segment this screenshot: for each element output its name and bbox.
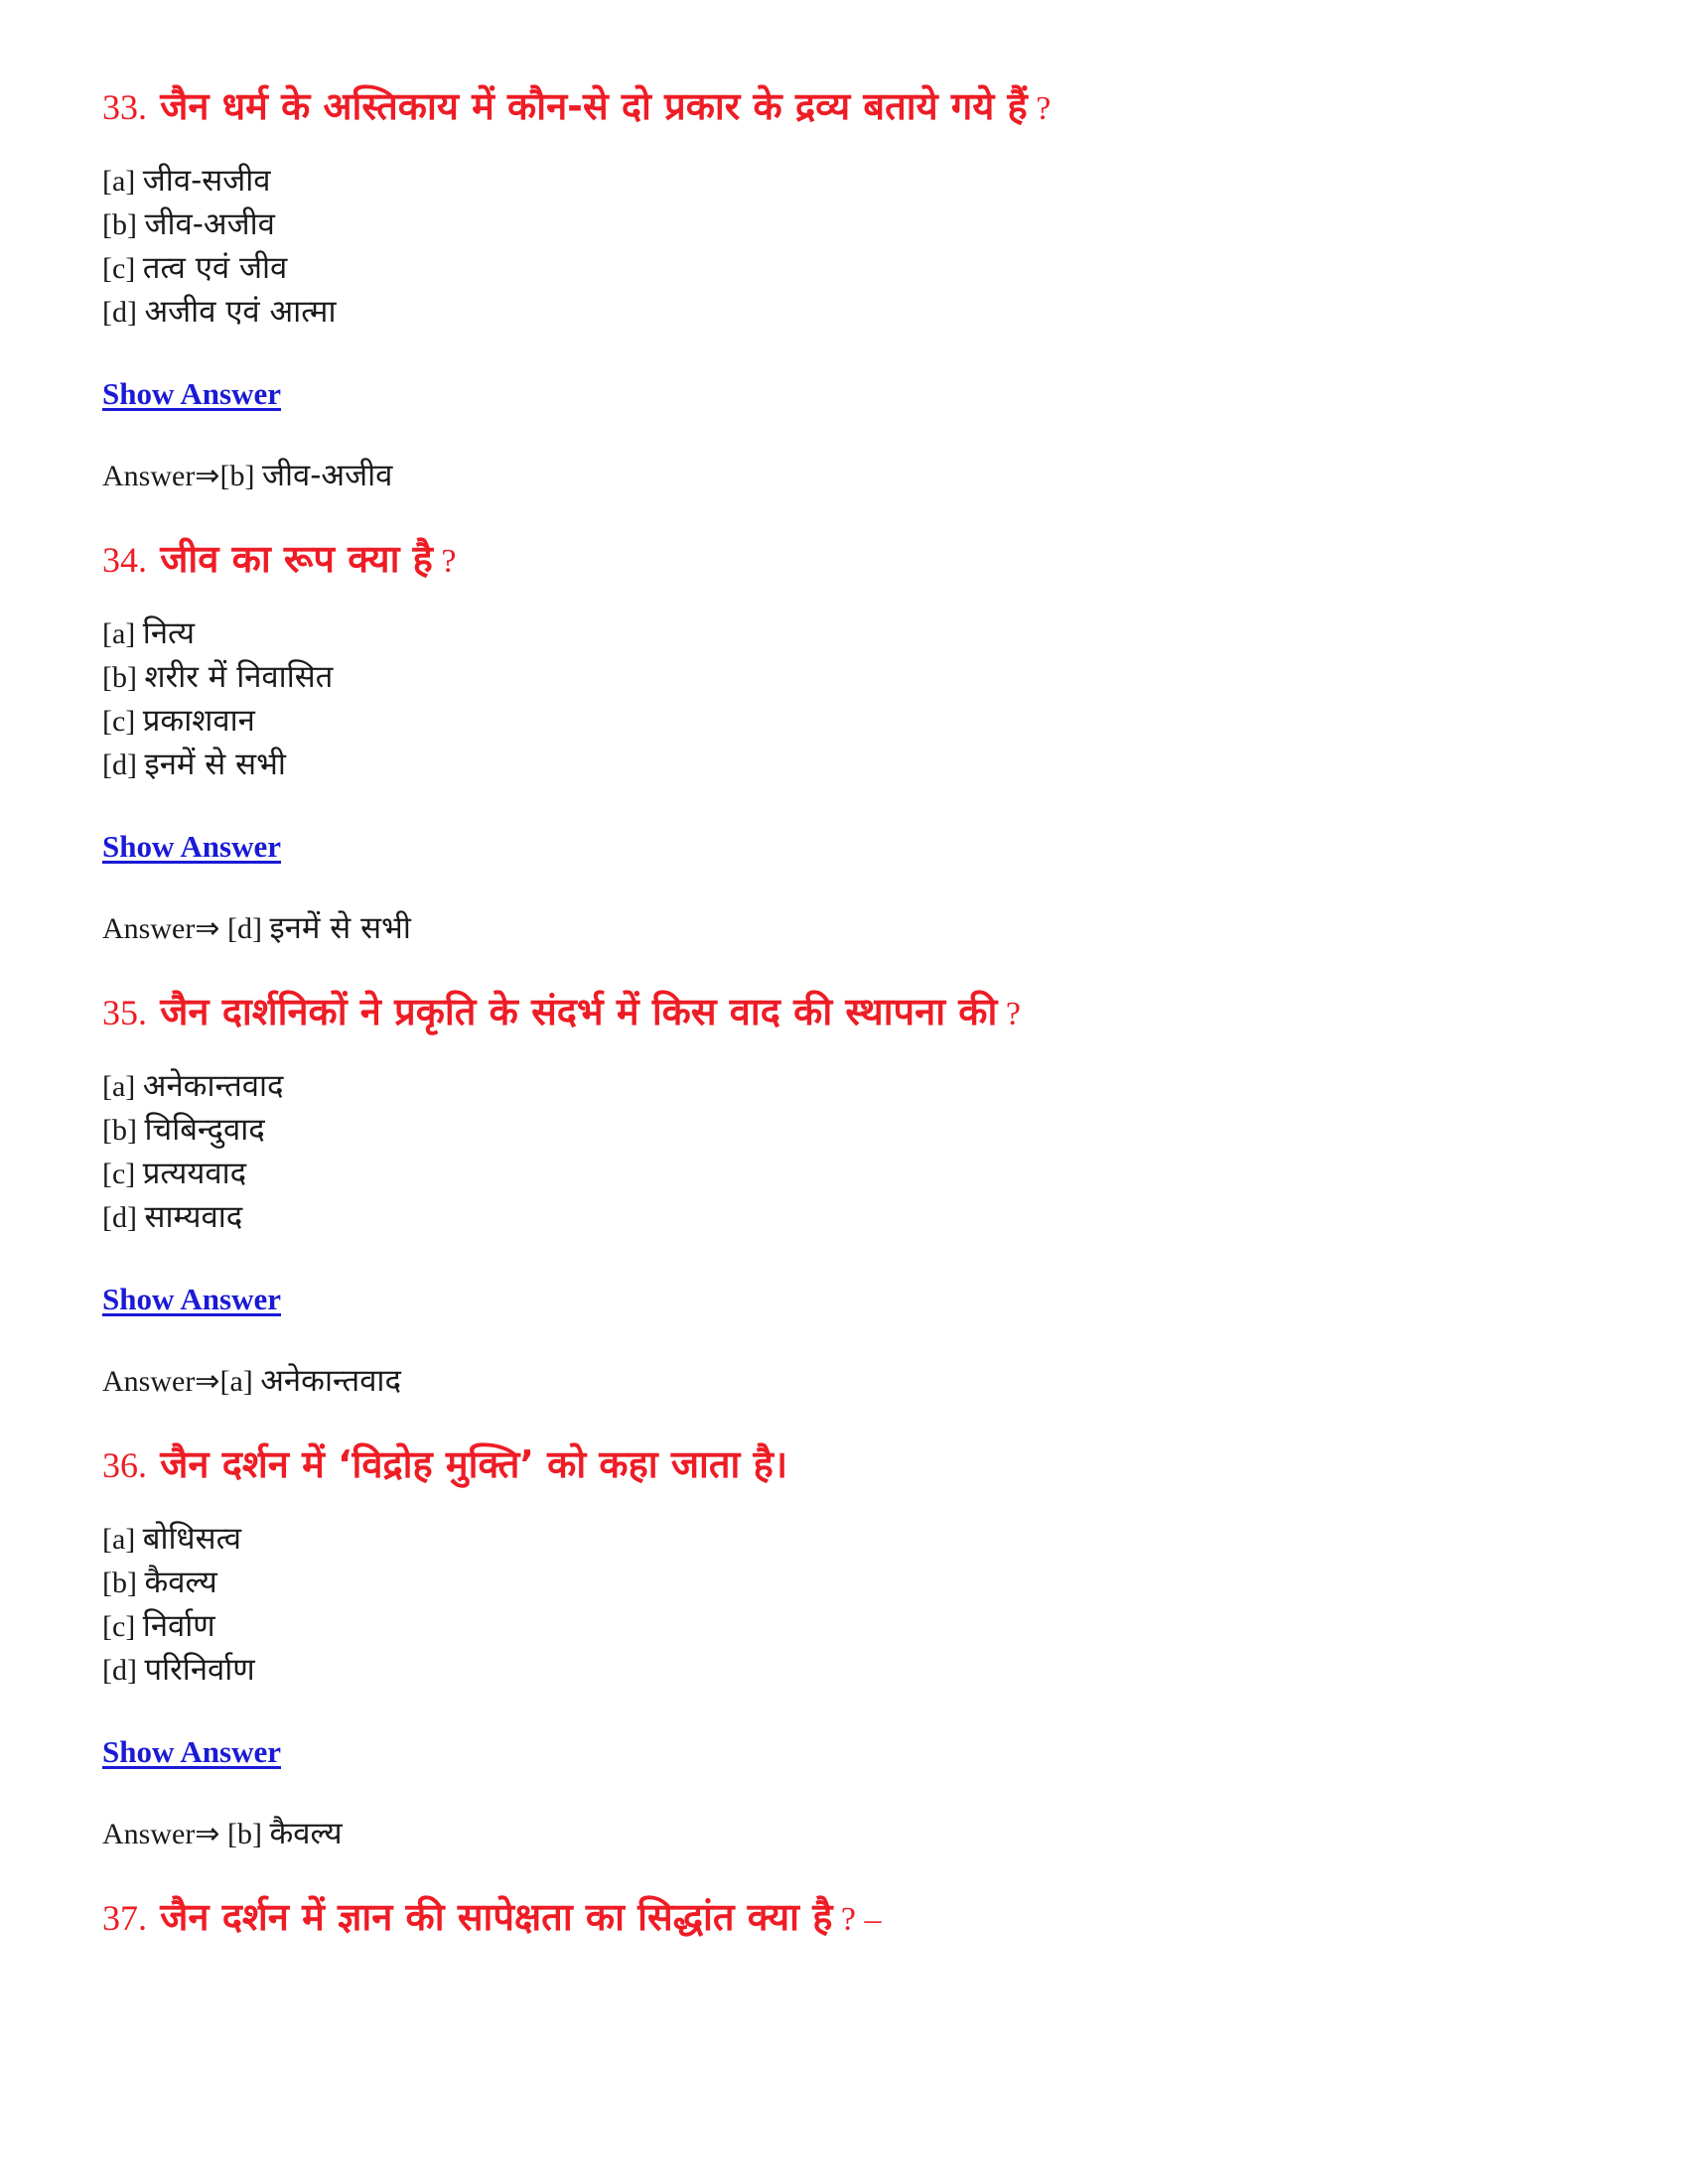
question-end: ? (1027, 90, 1052, 127)
question-title (102, 532, 1592, 589)
option-d (102, 1647, 1592, 1691)
question-35 (102, 985, 1592, 1404)
question-title (102, 1890, 1592, 1947)
show-answer-link[interactable]: Show Answer (102, 829, 282, 864)
option-key: [c] (102, 252, 143, 285)
option-a (102, 1516, 1592, 1560)
answer-prefix: Answer⇒[b] (102, 460, 262, 492)
option-a (102, 611, 1592, 654)
question-37 (102, 1890, 1592, 1947)
option-key: [c] (102, 1610, 143, 1643)
answer-prefix: Answer⇒ [d] (102, 912, 270, 945)
option-c (102, 245, 1592, 289)
option-key: [a] (102, 617, 143, 650)
answer-text: अनेकान्तवाद (260, 1363, 401, 1399)
question-36 (102, 1437, 1592, 1856)
option-text: शरीर में निवासित (144, 659, 334, 695)
option-key: [a] (102, 1523, 143, 1556)
question-text: जैन दर्शन में ‘विद्रोह मुक्ति’ को कहा जाता है। (160, 1442, 788, 1486)
question-text: जैन दार्शनिकों ने प्रकृति के संदर्भ में किस वाद की स्थापना की (160, 990, 998, 1033)
option-text: जीव-अजीव (144, 206, 275, 242)
show-answer-link[interactable]: Show Answer (102, 1734, 282, 1769)
show-answer-link[interactable]: Show Answer (102, 376, 282, 411)
option-key: [d] (102, 749, 145, 781)
option-text: तत्व एवं जीव (142, 250, 288, 286)
option-text: परिनिर्वाण (144, 1652, 255, 1688)
option-text: बोधिसत्व (142, 1521, 242, 1557)
answer-text: जीव-अजीव (261, 458, 393, 493)
option-a (102, 158, 1592, 202)
option-b (102, 202, 1592, 245)
option-list (102, 611, 1592, 785)
question-title (102, 985, 1592, 1041)
question-number: 33. (102, 87, 147, 127)
option-text: कैवल्य (144, 1565, 217, 1600)
option-key: [c] (102, 705, 143, 738)
option-d (102, 742, 1592, 785)
option-list (102, 158, 1592, 333)
option-list (102, 1063, 1592, 1238)
option-d (102, 1194, 1592, 1238)
option-c (102, 698, 1592, 742)
question-end: ? – (832, 1901, 882, 1938)
answer-line (102, 454, 1592, 498)
option-text: अजीव एवं आत्मा (144, 294, 337, 330)
question-text: जैन धर्म के अस्तिकाय में कौन-से दो प्रकार के द्रव्य बताये गये हैं (160, 84, 1028, 128)
option-b (102, 654, 1592, 698)
question-number: 36. (102, 1445, 147, 1485)
question-end: ? (997, 996, 1021, 1032)
question-number: 37. (102, 1898, 147, 1938)
answer-line (102, 1359, 1592, 1404)
question-33 (102, 79, 1592, 498)
option-c (102, 1151, 1592, 1194)
answer-text: कैवल्य (269, 1816, 343, 1851)
option-key: [d] (102, 296, 145, 329)
option-key: [a] (102, 1070, 143, 1103)
option-key: [b] (102, 661, 145, 694)
answer-line (102, 906, 1592, 951)
question-number: 35. (102, 993, 147, 1032)
option-d (102, 289, 1592, 333)
option-text: अनेकान्तवाद (142, 1068, 284, 1104)
option-text: प्रकाशवान (142, 703, 255, 739)
question-text: जीव का रूप क्या है (160, 537, 433, 581)
question-34 (102, 532, 1592, 951)
question-title (102, 1437, 1592, 1494)
show-answer-link[interactable]: Show Answer (102, 1282, 282, 1316)
question-title (102, 79, 1592, 136)
option-text: साम्यवाद (144, 1199, 243, 1235)
option-b (102, 1560, 1592, 1603)
answer-text: इनमें से सभी (269, 910, 411, 946)
question-number: 34. (102, 540, 147, 580)
option-text: जीव-सजीव (142, 163, 271, 199)
answer-prefix: Answer⇒[a] (102, 1365, 261, 1398)
question-end: ? (432, 543, 457, 580)
option-a (102, 1063, 1592, 1107)
answer-line (102, 1812, 1592, 1856)
option-b (102, 1107, 1592, 1151)
question-text: जैन दर्शन में ज्ञान की सापेक्षता का सिद्धांत क्या है (160, 1895, 833, 1939)
option-text: निर्वाण (142, 1608, 215, 1644)
quiz-page (102, 79, 1592, 1969)
option-key: [b] (102, 1114, 145, 1147)
option-text: प्रत्ययवाद (142, 1156, 247, 1191)
option-key: [d] (102, 1201, 145, 1234)
option-text: चिबिन्दुवाद (144, 1112, 265, 1148)
option-key: [d] (102, 1654, 145, 1687)
option-key: [b] (102, 1567, 145, 1599)
answer-prefix: Answer⇒ [b] (102, 1818, 270, 1850)
option-list (102, 1516, 1592, 1691)
option-key: [b] (102, 208, 145, 241)
option-c (102, 1603, 1592, 1647)
option-text: नित्य (142, 615, 196, 651)
option-key: [c] (102, 1158, 143, 1190)
option-key: [a] (102, 165, 143, 198)
option-text: इनमें से सभी (144, 747, 286, 782)
